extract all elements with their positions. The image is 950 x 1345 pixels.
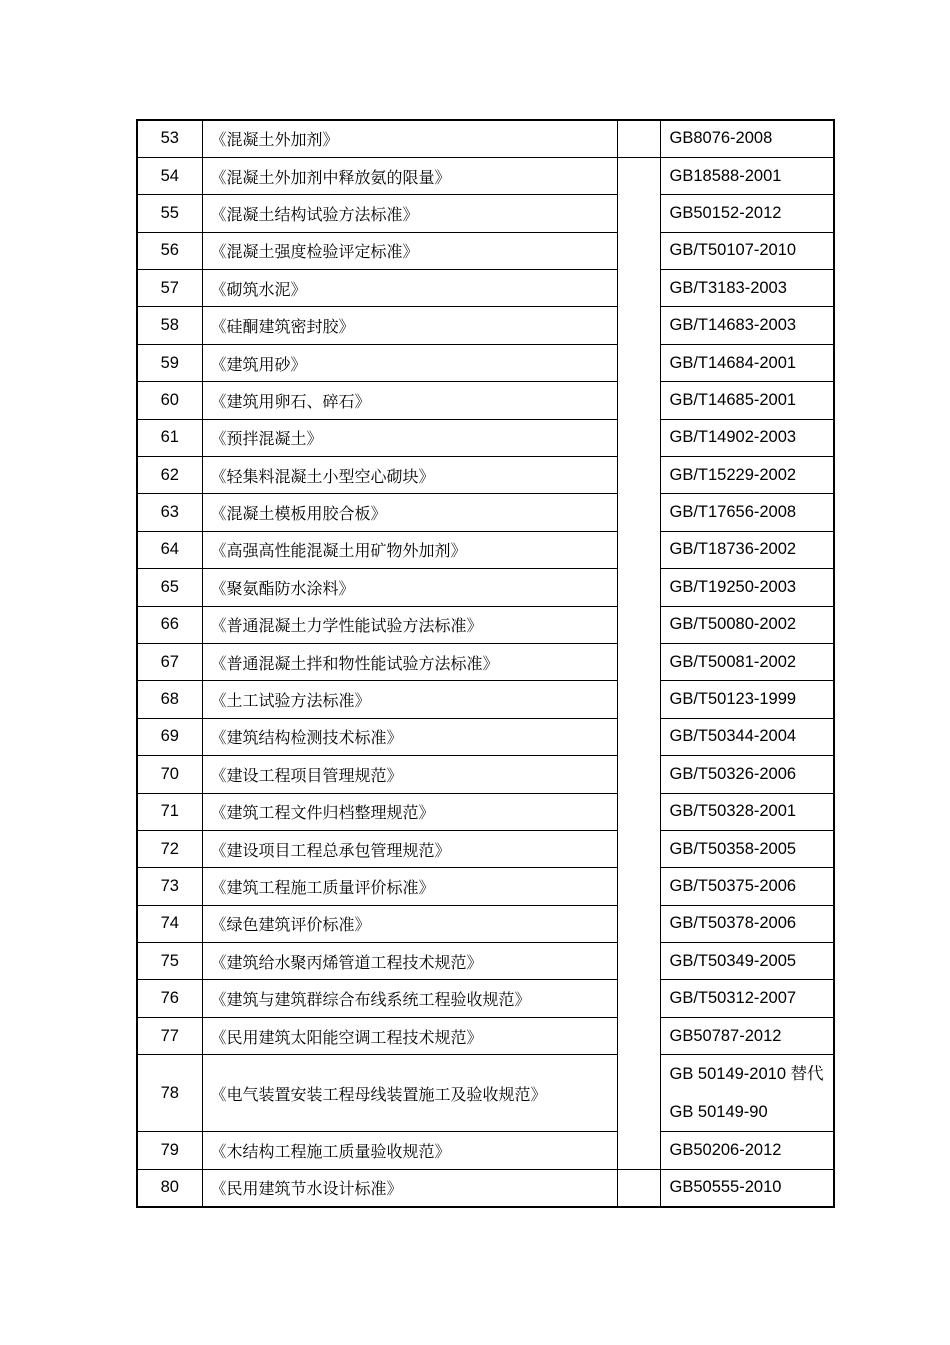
- standard-code: GB50206-2012: [660, 1132, 834, 1169]
- table-row: [137, 943, 834, 980]
- row-number: 68: [137, 681, 202, 718]
- standard-title: 《聚氨酯防水涂料》: [202, 569, 617, 606]
- standard-title: 《高强高性能混凝土用矿物外加剂》: [202, 531, 617, 568]
- row-number: 71: [137, 793, 202, 830]
- table-row: [137, 1169, 834, 1206]
- standard-code: GB 50149-2010 替代 GB 50149-90: [660, 1055, 834, 1132]
- standard-title: 《建设项目工程总承包管理规范》: [202, 830, 617, 867]
- row-number: 64: [137, 531, 202, 568]
- standard-code: GB/T50358-2005: [660, 830, 834, 867]
- row-number: 74: [137, 905, 202, 942]
- blank-merged-cell: [617, 157, 660, 1169]
- standard-code: GB18588-2001: [660, 157, 834, 194]
- standard-code: GB/T50344-2004: [660, 718, 834, 755]
- standard-title: 《木结构工程施工质量验收规范》: [202, 1132, 617, 1169]
- table-row: [137, 531, 834, 568]
- table-row: [137, 905, 834, 942]
- row-number: 62: [137, 457, 202, 494]
- table-row: [137, 718, 834, 755]
- standard-title: 《建筑工程施工质量评价标准》: [202, 868, 617, 905]
- table-row: [137, 419, 834, 456]
- standard-title: 《混凝土强度检验评定标准》: [202, 232, 617, 269]
- table-row: [137, 1132, 834, 1169]
- standard-title: 《混凝土外加剂》: [202, 120, 617, 157]
- row-number: 63: [137, 494, 202, 531]
- row-number: 77: [137, 1017, 202, 1054]
- standard-title: 《砌筑水泥》: [202, 270, 617, 307]
- table-row: [137, 606, 834, 643]
- standard-code: GB/T18736-2002: [660, 531, 834, 568]
- row-number: 54: [137, 157, 202, 194]
- row-number: 57: [137, 270, 202, 307]
- standard-code: GB/T50378-2006: [660, 905, 834, 942]
- table-row: [137, 344, 834, 381]
- row-number: 73: [137, 868, 202, 905]
- row-number: 66: [137, 606, 202, 643]
- standard-code: GB/T50328-2001: [660, 793, 834, 830]
- row-number: 59: [137, 344, 202, 381]
- standard-code: GB/T50081-2002: [660, 643, 834, 680]
- standard-title: 《建设工程项目管理规范》: [202, 756, 617, 793]
- standard-code: GB/T14684-2001: [660, 344, 834, 381]
- standard-code: GB/T50123-1999: [660, 681, 834, 718]
- row-number: 80: [137, 1169, 202, 1206]
- row-number: 61: [137, 419, 202, 456]
- table-row: [137, 1055, 834, 1132]
- standard-title: 《绿色建筑评价标准》: [202, 905, 617, 942]
- standard-title: 《土工试验方法标准》: [202, 681, 617, 718]
- standard-code: GB/T50349-2005: [660, 943, 834, 980]
- standard-code: GB/T17656-2008: [660, 494, 834, 531]
- row-number: 69: [137, 718, 202, 755]
- standard-code: GB/T14683-2003: [660, 307, 834, 344]
- row-number: 72: [137, 830, 202, 867]
- row-number: 65: [137, 569, 202, 606]
- standard-title: 《混凝土模板用胶合板》: [202, 494, 617, 531]
- table-row: [137, 232, 834, 269]
- table-row: [137, 793, 834, 830]
- standard-code: GB50152-2012: [660, 195, 834, 232]
- blank-cell: [617, 1169, 660, 1206]
- row-number: 55: [137, 195, 202, 232]
- table-row: [137, 643, 834, 680]
- row-number: 60: [137, 382, 202, 419]
- standard-code: GB/T15229-2002: [660, 457, 834, 494]
- table-row: [137, 868, 834, 905]
- standard-title: 《普通混凝土拌和物性能试验方法标准》: [202, 643, 617, 680]
- standards-table: [136, 119, 835, 1208]
- standard-code: GB/T50326-2006: [660, 756, 834, 793]
- row-number: 53: [137, 120, 202, 157]
- blank-cell: [617, 120, 660, 157]
- standard-code: GB/T50312-2007: [660, 980, 834, 1017]
- row-number: 70: [137, 756, 202, 793]
- standard-title: 《预拌混凝土》: [202, 419, 617, 456]
- standard-title: 《建筑结构检测技术标准》: [202, 718, 617, 755]
- table-row: [137, 457, 834, 494]
- standard-title: 《建筑给水聚丙烯管道工程技术规范》: [202, 943, 617, 980]
- table-row: [137, 569, 834, 606]
- row-number: 79: [137, 1132, 202, 1169]
- standard-title: 《混凝土结构试验方法标准》: [202, 195, 617, 232]
- standard-title: 《普通混凝土力学性能试验方法标准》: [202, 606, 617, 643]
- table-row: [137, 270, 834, 307]
- standard-title: 《建筑用砂》: [202, 344, 617, 381]
- standard-code: GB50787-2012: [660, 1017, 834, 1054]
- standard-title: 《混凝土外加剂中释放氨的限量》: [202, 157, 617, 194]
- row-number: 67: [137, 643, 202, 680]
- standard-code: GB8076-2008: [660, 120, 834, 157]
- standard-code: GB/T50375-2006: [660, 868, 834, 905]
- table-row: [137, 494, 834, 531]
- row-number: 76: [137, 980, 202, 1017]
- table-row: [137, 980, 834, 1017]
- standard-code: GB/T50080-2002: [660, 606, 834, 643]
- standard-title: 《电气装置安装工程母线装置施工及验收规范》: [202, 1055, 617, 1132]
- row-number: 75: [137, 943, 202, 980]
- standard-title: 《民用建筑节水设计标准》: [202, 1169, 617, 1206]
- table-row: [137, 382, 834, 419]
- table-row: [137, 307, 834, 344]
- standard-code: GB/T14902-2003: [660, 419, 834, 456]
- standard-title: 《硅酮建筑密封胶》: [202, 307, 617, 344]
- table-row: [137, 120, 834, 157]
- table-row: [137, 157, 834, 194]
- standard-title: 《建筑工程文件归档整理规范》: [202, 793, 617, 830]
- standard-code: GB50555-2010: [660, 1169, 834, 1206]
- standard-code: GB/T19250-2003: [660, 569, 834, 606]
- table-row: [137, 756, 834, 793]
- table-row: [137, 681, 834, 718]
- standard-code: GB/T14685-2001: [660, 382, 834, 419]
- row-number: 58: [137, 307, 202, 344]
- standard-title: 《建筑用卵石、碎石》: [202, 382, 617, 419]
- table-row: [137, 195, 834, 232]
- table-body: [137, 120, 834, 1207]
- row-number: 78: [137, 1055, 202, 1132]
- standard-title: 《轻集料混凝土小型空心砌块》: [202, 457, 617, 494]
- row-number: 56: [137, 232, 202, 269]
- table-row: [137, 830, 834, 867]
- standard-code: GB/T3183-2003: [660, 270, 834, 307]
- standard-title: 《民用建筑太阳能空调工程技术规范》: [202, 1017, 617, 1054]
- table-row: [137, 1017, 834, 1054]
- standard-title: 《建筑与建筑群综合布线系统工程验收规范》: [202, 980, 617, 1017]
- standard-code: GB/T50107-2010: [660, 232, 834, 269]
